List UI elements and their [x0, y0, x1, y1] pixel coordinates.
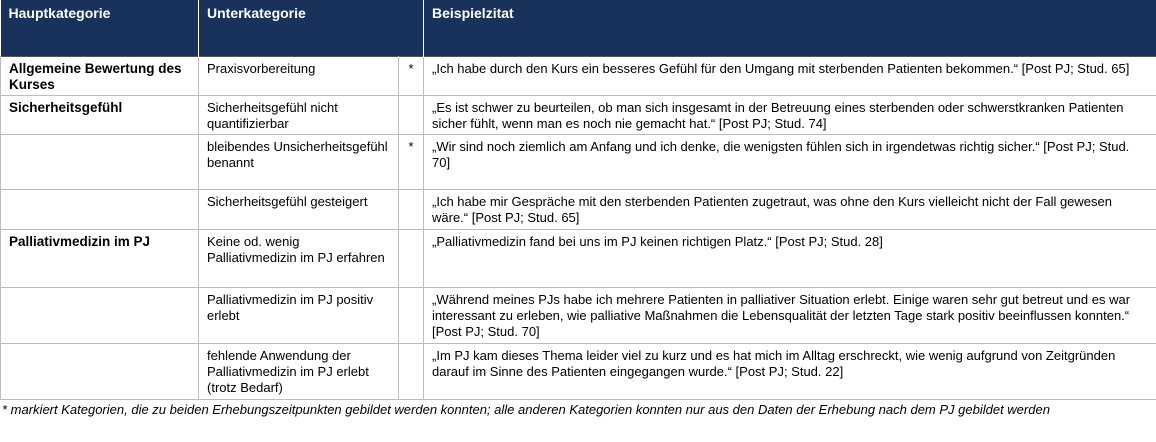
- table-row: [1, 189, 1156, 229]
- marker-cell: [399, 229, 424, 287]
- marker-cell: [399, 343, 424, 399]
- header-row: [1, 0, 1156, 56]
- marker-cell: [399, 287, 424, 343]
- table-row: [1, 56, 1156, 95]
- main-category-cell: [1, 287, 199, 343]
- subcategory-cell: fehlende Anwendung der Palliativmedizin im PJ erlebt (trotz Bedarf): [199, 343, 399, 399]
- subcategory-cell: Sicherheitsgefühl gesteigert: [199, 189, 399, 229]
- table-body: [1, 56, 1156, 399]
- header-beispielzitat: Beispielzitat: [424, 0, 1156, 56]
- main-category-cell: [1, 134, 199, 189]
- main-category-cell: [1, 343, 199, 399]
- quote-cell: „Ich habe mir Gespräche mit den sterbenden Patienten zugetraut, was ohne den Kurs vielleicht nicht der Fall gewesen wäre.“ [Post PJ; Stud. 65]: [424, 189, 1156, 229]
- quote-cell: „Während meines PJs habe ich mehrere Patienten in palliativer Situation erlebt. Einige waren sehr gut betreut und es war interessant zu erleben, wie palliative Maßnahmen die Lebensqualität der letzten Tage stark positiv beeinflussen konnten.“ [Post PJ; Stud. 70]: [424, 287, 1156, 343]
- quote-cell: „Es ist schwer zu beurteilen, ob man sich insgesamt in der Betreuung eines sterbenden oder schwerstkranken Patienten sicher fühlt, wenn man es noch nie gemacht hat.“ [Post PJ; Stud. 74]: [424, 95, 1156, 134]
- subcategory-cell: Keine od. wenig Palliativmedizin im PJ erfahren: [199, 229, 399, 287]
- table-row: [1, 95, 1156, 134]
- table-row: [1, 287, 1156, 343]
- main-category-cell: Allgemeine Bewertung des Kurses: [1, 56, 199, 95]
- quote-cell: „Ich habe durch den Kurs ein besseres Gefühl für den Umgang mit sterbenden Patienten bekommen.“ [Post PJ; Stud. 65]: [424, 56, 1156, 95]
- subcategory-cell: Palliativmedizin im PJ positiv erlebt: [199, 287, 399, 343]
- table-row: [1, 229, 1156, 287]
- subcategory-cell: Praxisvorbereitung: [199, 56, 399, 95]
- table-header: [1, 0, 1156, 56]
- header-unterkategorie: Unterkategorie: [199, 0, 424, 56]
- marker-cell: *: [399, 134, 424, 189]
- marker-cell: *: [399, 56, 424, 95]
- quote-cell: „Im PJ kam dieses Thema leider viel zu kurz und es hat mich im Alltag erschreckt, wie wenig aufgrund von Zeitgründen darauf im Sinne des Patienten eingegangen wurde.“ [Post PJ; Stud. 22]: [424, 343, 1156, 399]
- subcategory-cell: Sicherheitsgefühl nicht quantifizierbar: [199, 95, 399, 134]
- marker-cell: [399, 189, 424, 229]
- table-row: [1, 134, 1156, 189]
- subcategory-cell: bleibendes Unsicherheitsgefühl benannt: [199, 134, 399, 189]
- table-footnote: * markiert Kategorien, die zu beiden Erhebungszeitpunkten gebildet werden konnten; alle anderen Kategorien konnten nur aus den Daten der Erhebung nach dem PJ gebildet werden: [2, 401, 1050, 417]
- table-row: [1, 343, 1156, 399]
- main-category-cell: Sicherheitsgefühl: [1, 95, 199, 134]
- main-category-cell: [1, 189, 199, 229]
- header-hauptkategorie: Hauptkategorie: [1, 0, 199, 56]
- quote-cell: „Wir sind noch ziemlich am Anfang und ich denke, die wenigsten fühlen sich in irgendetwas richtig sicher.“ [Post PJ; Stud. 70]: [424, 134, 1156, 189]
- marker-cell: [399, 95, 424, 134]
- main-category-cell: Palliativmedizin im PJ: [1, 229, 199, 287]
- quote-cell: „Palliativmedizin fand bei uns im PJ keinen richtigen Platz.“ [Post PJ; Stud. 28]: [424, 229, 1156, 287]
